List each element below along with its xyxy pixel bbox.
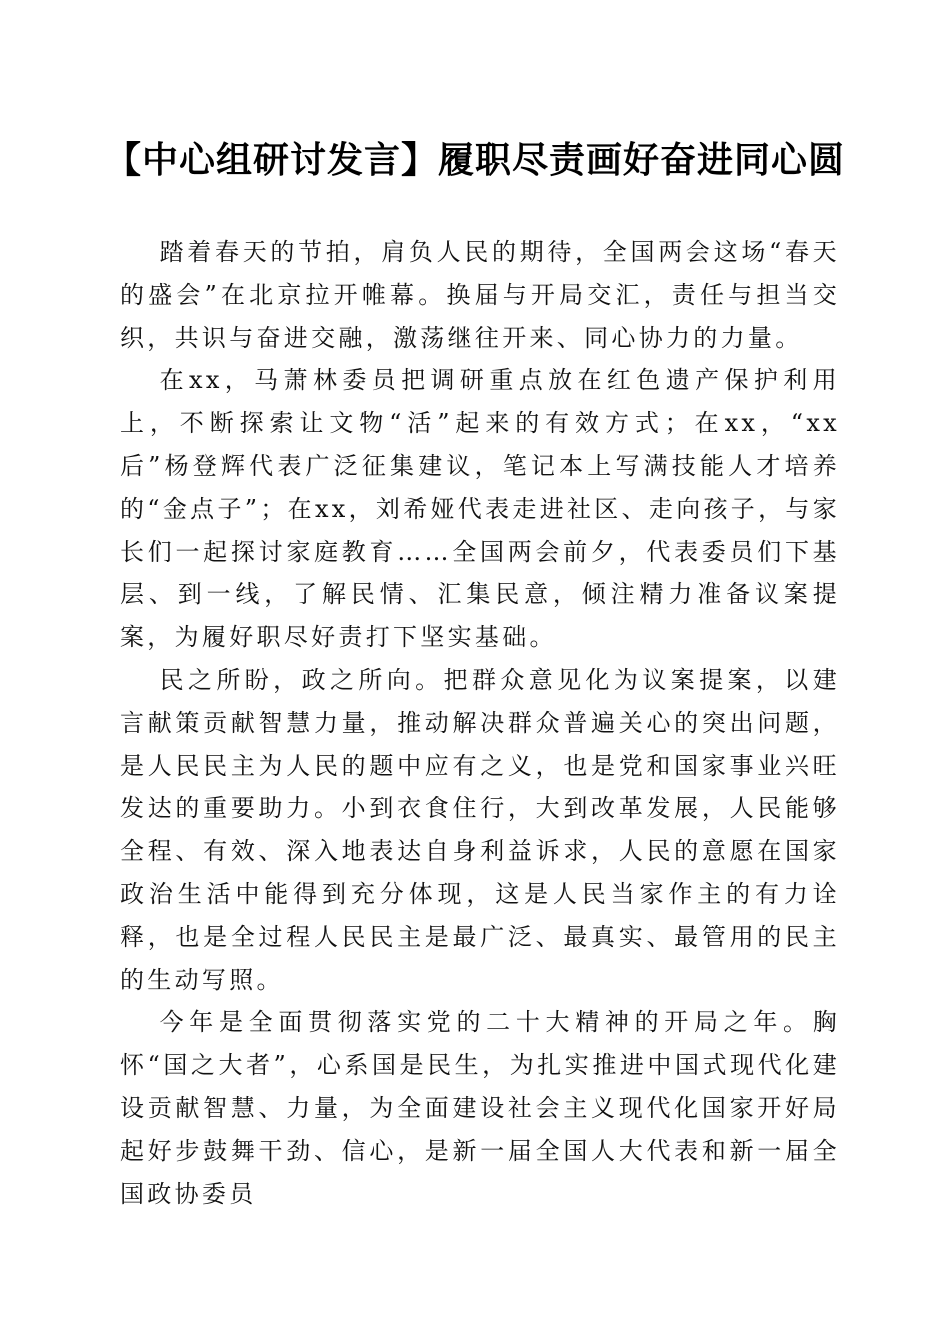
document-title: 【中心组研讨发言】履职尽责画好奋进同心圆 <box>104 139 845 181</box>
paragraph-2: 在xx，马萧林委员把调研重点放在红色遗产保护利用上，不断探索让文物“活”起来的有效方式；在xx，“xx后”杨登辉代表广泛征集建议，笔记本上写满技能人才培养的“金点子”；在xx，刘希娅代表走进社区、走向孩子，与家长们一起探讨家庭教育……全国两会前夕，代表委员们下基层、到一线，了解民情、汇集民意，倾注精力准备议案提案，为履好职尽好责打下坚实基础。 <box>120 366 841 652</box>
document-body <box>120 231 840 1215</box>
paragraph-4: 今年是全面贯彻落实党的二十大精神的开局之年。胸怀“国之大者”，心系国是民生，为扎实推进中国式现代化建设贡献智慧、力量，为全面建设社会主义现代化国家开好局起好步鼓舞干劲、信心，是新一届全国人大代表和新一届全国政协委员 <box>120 1008 840 1208</box>
paragraph-1: 踏着春天的节拍，肩负人民的期待，全国两会这场“春天的盛会”在北京拉开帷幕。换届与开局交汇，责任与担当交织，共识与奋进交融，激荡继往开来、同心协力的力量。 <box>120 238 840 352</box>
paragraph-3: 民之所盼，政之所向。把群众意见化为议案提案，以建言献策贡献智慧力量，推动解决群众普遍关心的突出问题，是人民民主为人民的题中应有之义，也是党和国家事业兴旺发达的重要助力。小到衣食住行，大到改革发展，人民能够全程、有效、深入地表达自身利益诉求，人民的意愿在国家政治生活中能得到充分体现，这是人民当家作主的有力诠释，也是全过程人民民主是最广泛、最真实、最管用的民主的生动写照。 <box>120 665 840 994</box>
